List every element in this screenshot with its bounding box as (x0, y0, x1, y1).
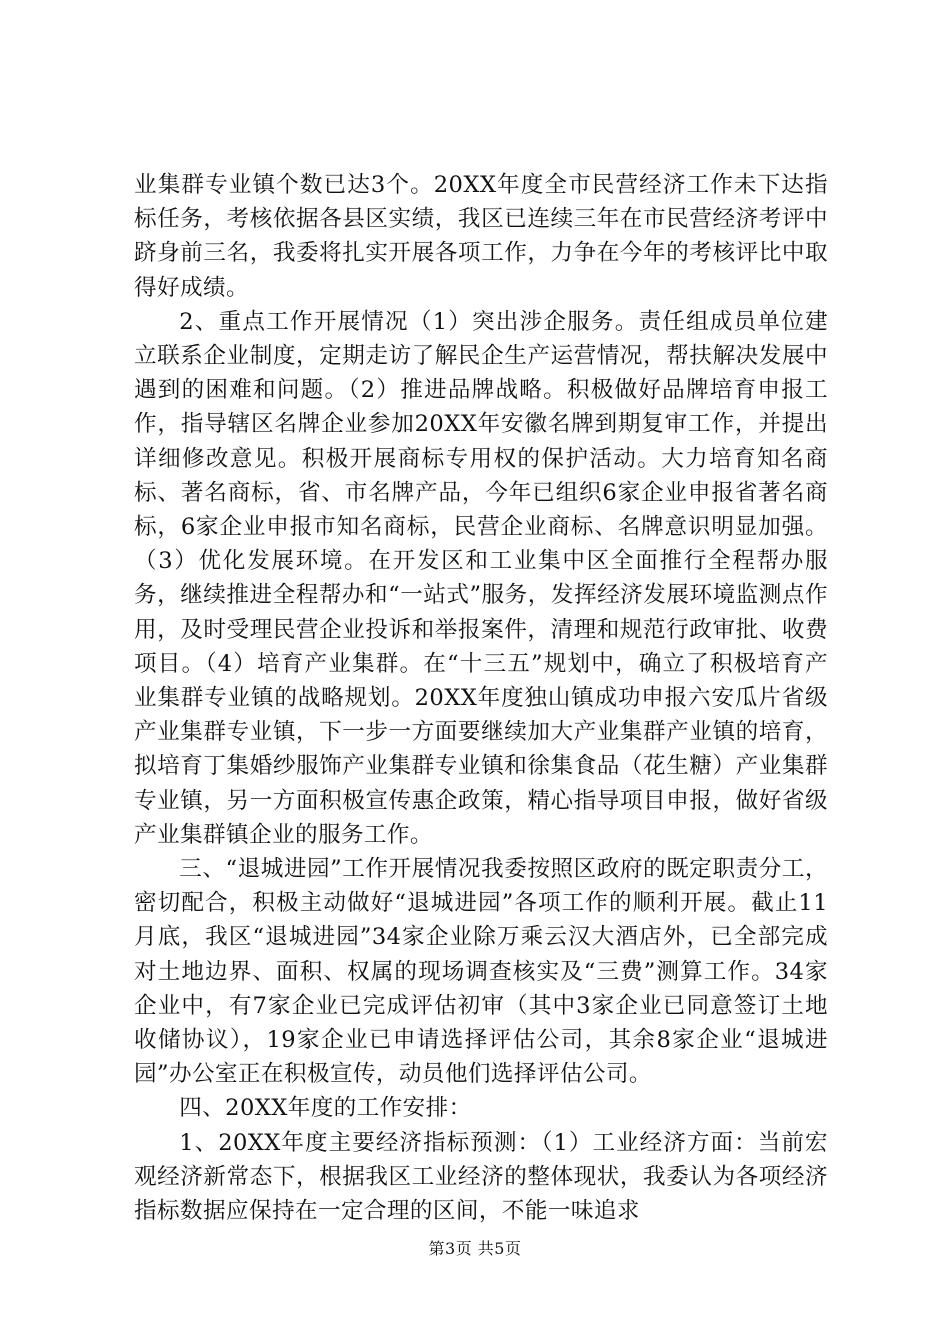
section-heading-work-plan: 四、20XX年度的工作安排： (179, 1095, 472, 1122)
paragraph-key-work: 2、重点工作开展情况（1）突出涉企服务。责任组成员单位建立联系企业制度，定期走访了解民企生产运营情况，帮扶解决发展中遇到的困难和问题。（2）推进品牌战略。积极做好品牌培育申报工作，指导辖区名牌企业参加20XX年安徽名牌到期复审工作，并提出详细修改意见。积极开展商标专用权的保护活动。大力培育知名商标、著名商标，省、市名牌产品，今年已组织6家企业申报省著名商标，6家企业申报市知名商标，民营企业商标、名牌意识明显加强。（3）优化发展环境。在开发区和工业集中区全面推行全程帮办服务，继续推进全程帮办和“一站式”服务，发挥经济发展环境监测点作用，及时受理民营企业投诉和举报案件，清理和规范行政审批、收费项目。（4）培育产业集群。在“十三五”规划中，确立了积极培育产业集群专业镇的战略规划。20XX年度独山镇成功申报六安瓜片省级产业集群专业镇，下一步一方面要继续加大产业集群产业镇的培育，拟培育丁集婚纱服饰产业集群专业镇和徐集食品（花生糖）产业集群专业镇，另一方面积极宣传惠企政策，精心指导项目申报，做好省级产业集群镇企业的服务工作。 (134, 308, 828, 848)
paragraph-continuation: 业集群专业镇个数已达3个。20XX年度全市民营经济工作未下达指标任务，考核依据各县区实绩，我区已连续三年在市民营经济考评中跻身前三名，我委将扎实开展各项工作，力争在今年的考核评比中取得好成绩。 (134, 172, 828, 301)
paragraph-relocation-work: 三、“退城进园”工作开展情况我委按照区政府的既定职责分工，密切配合，积极主动做好“退城进园”各项工作的顺利开展。截止11月底，我区“退城进园”34家企业除万乘云汉大酒店外，已全部完成对土地边界、面积、权属的现场调查核实及“三费”测算工作。34家企业中，有7家企业已完成评估初审（其中3家企业已同意签订土地收储协议），19家企业已申请选择评估公司，其余8家企业“退城进园”办公室正在积极宣传，动员他们选择评估公司。 (134, 856, 828, 1088)
paragraph-indicator-forecast: 1、20XX年度主要经济指标预测：（1）工业经济方面：当前宏观经济新常态下，根据我区工业经济的整体现状，我委认为各项经济指标数据应保持在一定合理的区间，不能一味追求 (134, 1129, 828, 1225)
page-number-footer: 第3页 共5页 (428, 1239, 522, 1258)
body-text (134, 168, 828, 1228)
